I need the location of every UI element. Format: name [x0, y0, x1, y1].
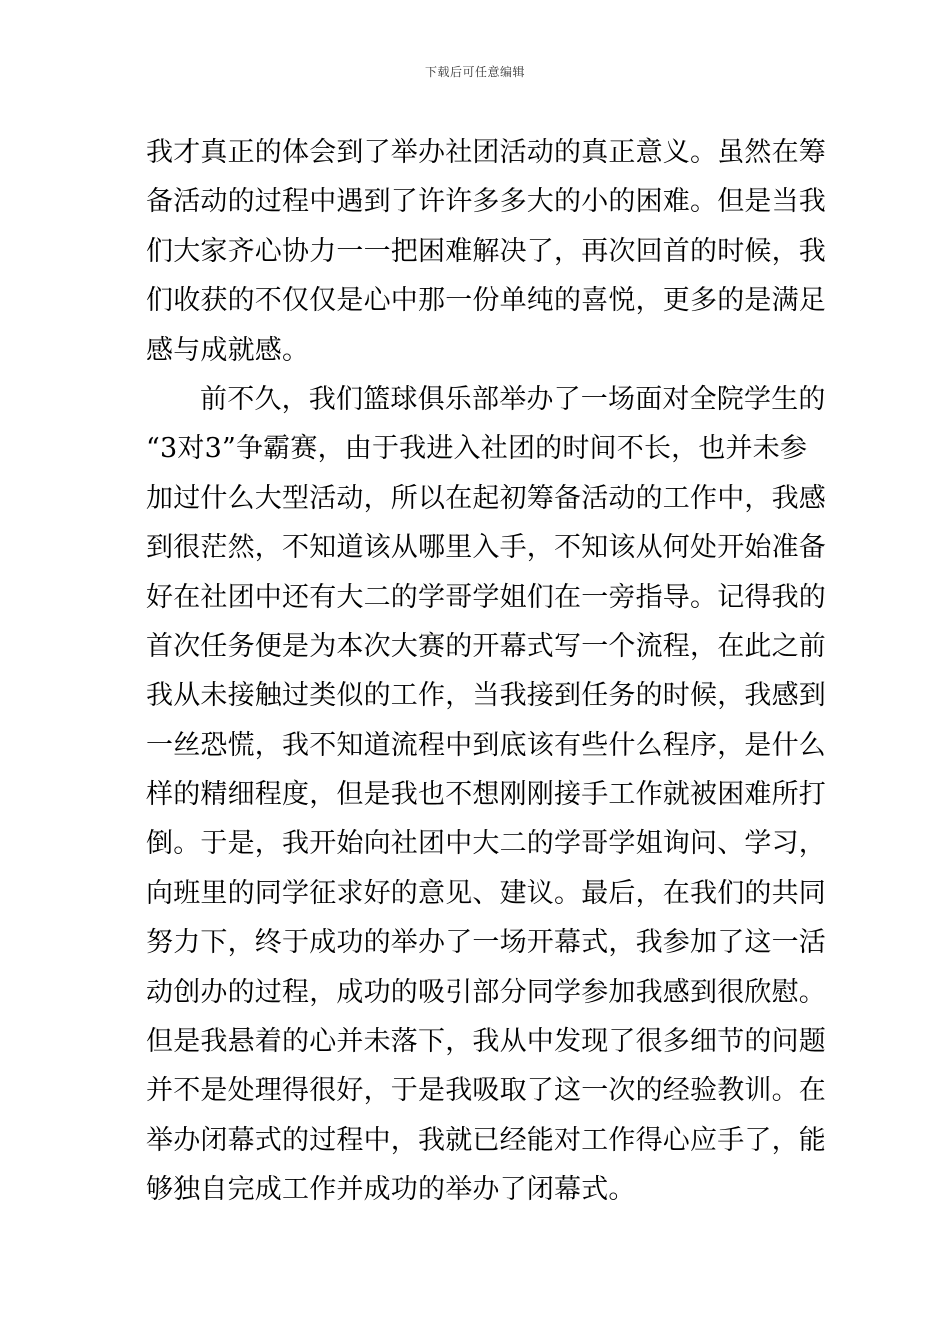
text-line: 加过什么大型活动，所以在起初筹备活动的工作中，我感 — [146, 482, 826, 514]
text-line: 并不是处理得很好，于是我吸取了这一次的经验教训。在 — [146, 1075, 826, 1107]
text-line: 动创办的过程，成功的吸引部分同学参加我感到很欣慰。 — [146, 976, 826, 1008]
text-line: 但是我悬着的心并未落下，我从中发现了很多细节的问题 — [146, 1026, 826, 1058]
text-line: 备活动的过程中遇到了许许多多大的小的困难。但是当我 — [146, 186, 826, 218]
text-line: 倒。于是，我开始向社团中大二的学哥学姐询问、学习， — [146, 828, 826, 860]
text-line: 够独自完成工作并成功的举办了闭幕式。 — [146, 1174, 636, 1206]
text-line: 首次任务便是为本次大赛的开幕式写一个流程，在此之前 — [146, 630, 826, 662]
text-line: 样的精细程度，但是我也不想刚刚接手工作就被困难所打 — [146, 779, 826, 811]
text-line: 们大家齐心协力一一把困难解决了，再次回首的时候，我 — [146, 235, 826, 267]
text-line: 到很茫然，不知道该从哪里入手，不知该从何处开始准备 — [146, 532, 826, 564]
body-text — [146, 128, 826, 1215]
text-line: 向班里的同学征求好的意见、建议。最后，在我们的共同 — [146, 877, 826, 909]
text-line: “3对3”争霸赛，由于我进入社团的时间不长，也并未参 — [146, 433, 808, 465]
text-line: 举办闭幕式的过程中，我就已经能对工作得心应手了，能 — [146, 1124, 826, 1156]
text-line: 感与成就感。 — [146, 334, 310, 366]
text-line: 一丝恐慌，我不知道流程中到底该有些什么程序，是什么 — [146, 729, 826, 761]
text-line: 努力下，终于成功的举办了一场开幕式，我参加了这一活 — [146, 927, 826, 959]
text-line: 我从未接触过类似的工作，当我接到任务的时候，我感到 — [146, 680, 826, 712]
paragraph-start-line: 前不久，我们篮球俱乐部举办了一场面对全院学生的 — [200, 383, 826, 415]
text-line: 我才真正的体会到了举办社团活动的真正意义。虽然在筹 — [146, 137, 826, 168]
text-line: 们收获的不仅仅是心中那一份单纯的喜悦，更多的是满足 — [146, 285, 826, 317]
header-note: 下载后可任意编辑 — [424, 65, 525, 79]
text-line: 好在社团中还有大二的学哥学姐们在一旁指导。记得我的 — [146, 581, 826, 613]
